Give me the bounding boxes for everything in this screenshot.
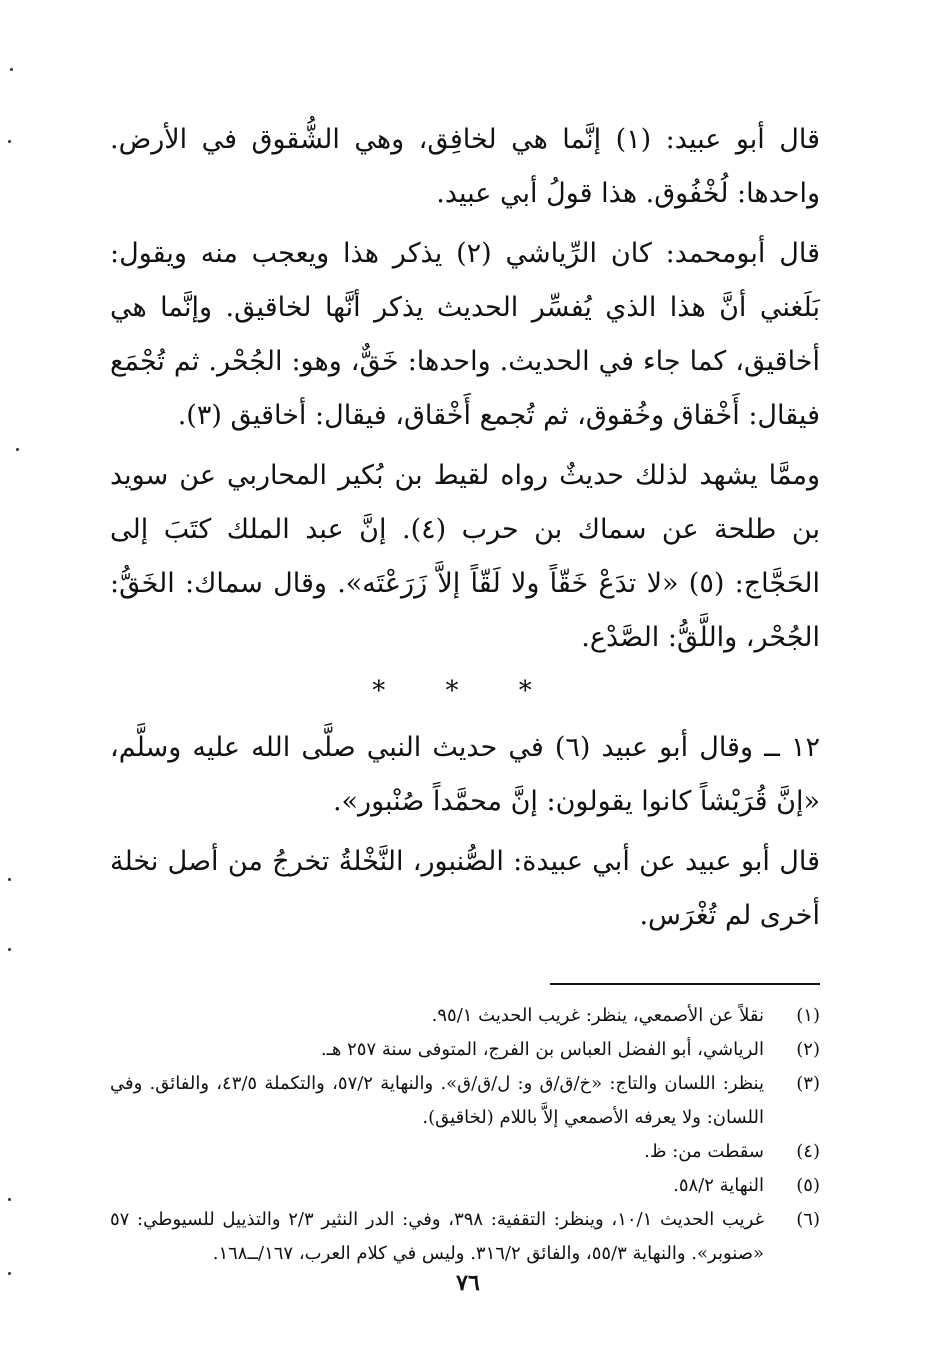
scan-speck	[8, 1198, 11, 1201]
scan-speck	[8, 878, 11, 881]
footnote-number: (٣)	[796, 1073, 820, 1094]
footnote-text: غريب الحديث ١٠/١، وينظر: التقفية: ٣٩٨، وفي: الدر النثير ٢/٣ والتذييل للسيوطي: ٥٧ «صنوبر». والنهاية ٥٥/٣، والفائق ٣١٦/٢. وليس في كلام العرب، ١٦٧/ــ١٦٨.	[110, 1209, 764, 1264]
scan-speck	[8, 140, 11, 143]
page-number: ٧٦	[456, 1270, 480, 1296]
footnote-text: نقلاً عن الأصمعي، ينظر: غريب الحديث ٩٥/١.	[431, 1005, 764, 1026]
footnote	[110, 999, 820, 1033]
footnotes	[110, 999, 820, 1271]
paragraph-2: قال أبومحمد: كان الرِّياشي (٢) يذكر هذا ويعجب منه ويقول: بَلَغني أنَّ هذا الذي يُفسِّر الحديث يذكر أنَّها لخاقيق. وإنَّما هي أخاقيق، كما جاء في الحديث. واحدها: خَقٌّ، وهو: الجُحْر. ثم تُجْمَع فيقال: أَخْقاق وخُقوق، ثم تُجمع أَخْقاق، فيقال: أخاقيق (٣).	[110, 238, 820, 431]
footnote-text: ينظر: اللسان والتاج: «خ/ق/ق و: ل/ق/ق». والنهاية ٥٧/٢، والتكملة ٤٣/٥، والفائق. وفي اللسان: ولا يعرفه الأصمعي إلاَّ باللام (لخاقيق).	[110, 1073, 764, 1128]
section-separator: * * *	[372, 676, 558, 706]
footnote-number: (٤)	[796, 1141, 820, 1162]
footnote	[110, 1203, 820, 1271]
footnote	[110, 1135, 820, 1169]
footnote-number: (٥)	[796, 1175, 820, 1196]
footnote-number: (٦)	[796, 1209, 820, 1230]
footnote-number: (١)	[796, 1005, 820, 1026]
scan-speck	[10, 68, 13, 71]
scan-speck	[8, 1272, 11, 1275]
scan-speck	[8, 948, 11, 951]
scan-speck	[16, 448, 19, 451]
paragraph-5: قال أبو عبيد عن أبي عبيدة: الصُّنبور، النَّخْلةُ تخرجُ من أصل نخلة أخرى لم تُغْرَس.	[110, 846, 820, 931]
paragraph-4: ١٢ ــ وقال أبو عبيد (٦) في حديث النبي صلَّى الله عليه وسلَّم، «إنَّ قُرَيْشاً كانوا يقولون: إنَّ محمَّداً صُنْبور».	[110, 732, 820, 817]
footnote-number: (٢)	[796, 1039, 820, 1060]
footnote-text: الرياشي، أبو الفضل العباس بن الفرج، المتوفى سنة ٢٥٧ هـ.	[320, 1039, 764, 1060]
page-body	[110, 105, 820, 1271]
footnote	[110, 1067, 820, 1135]
footnote-text: سقطت من: ظ.	[644, 1141, 764, 1162]
footnote	[110, 1169, 820, 1203]
footnote	[110, 1033, 820, 1067]
paragraph-3: وممَّا يشهد لذلك حديثٌ رواه لقيط بن بُكير المحاربي عن سويد بن طلحة عن سماك بن حرب (٤). إنَّ عبد الملك كتَبَ إلى الحَجَّاج: (٥) «لا تدَعْ خَقّاً ولا لَقّاً إلاَّ زَرَعْتَه». وقال سماك: الخَقُّ: الجُحْر، واللَّقُّ: الصَّدْع.	[110, 460, 820, 653]
footnote-divider	[550, 983, 820, 985]
footnote-text: النهاية ٥٨/٢.	[673, 1175, 764, 1196]
paragraph-1: قال أبو عبيد: (١) إنَّما هي لخافِق، وهي الشُّقوق في الأرض. واحدها: لُخْفُوق. هذا قولُ أبي عبيد.	[110, 124, 821, 209]
